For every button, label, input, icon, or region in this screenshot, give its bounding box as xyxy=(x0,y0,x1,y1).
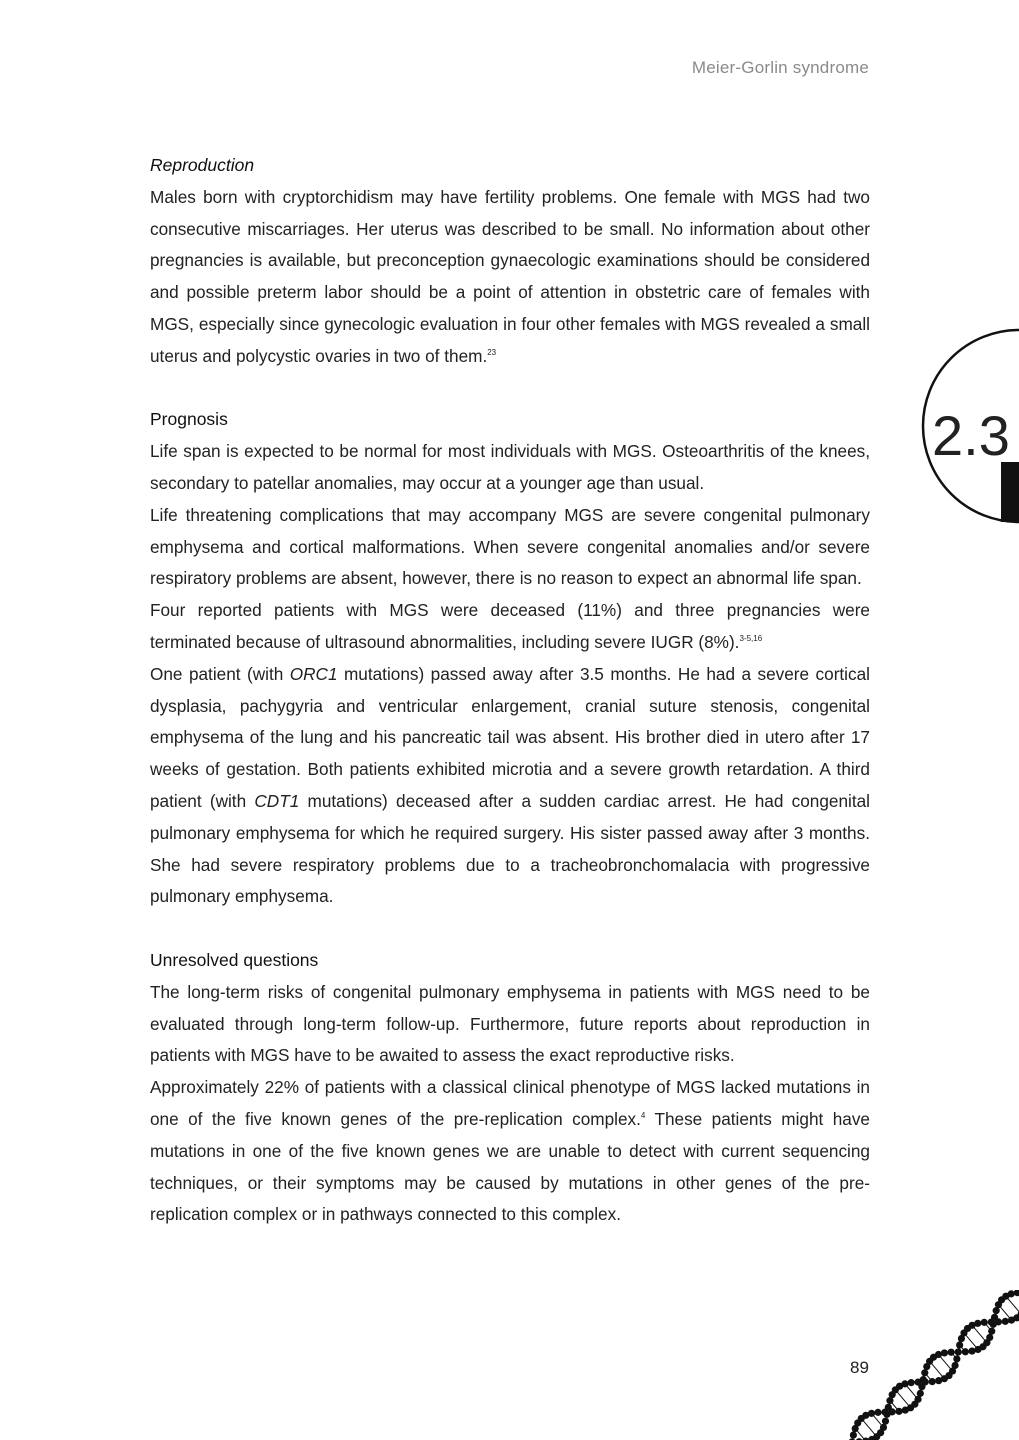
dna-node xyxy=(991,1314,998,1321)
dna-node xyxy=(882,1418,889,1425)
chapter-tab-bar xyxy=(1001,462,1019,522)
dna-node xyxy=(921,1369,928,1376)
paragraph-text: These patients might have mutations in one of the five known genes we are unable to detect with current sequencing techniques, or their symptoms may be caused by mutations in other genes of the pre-replication complex or in pathways connected to this complex. xyxy=(150,1108,870,1225)
main-content xyxy=(150,150,870,1231)
paragraph-prognosis-4 xyxy=(150,659,870,913)
dna-node xyxy=(1002,1318,1009,1325)
paragraph-text: mutations) passed away after 3.5 months. He had a severe cortical dysplasia, pachygyria and ventricular enlargement, cranial suture stenosis, congenital emphysema of the lung and his pancreatic tail was absent. His brother died in utero after 17 weeks of gestation. Both patients exhibited microtia and a severe growth retardation. A third patient (with xyxy=(150,663,870,811)
dna-node xyxy=(1008,1290,1015,1297)
dna-node xyxy=(850,1431,857,1438)
dna-node xyxy=(917,1390,924,1397)
dna-node xyxy=(955,1348,962,1355)
dna-node xyxy=(986,1334,993,1341)
paragraph-text: Approximately 22% of patients with a classical clinical phenotype of MGS lacked mutations in one of the five known genes of the pre-replication complex. xyxy=(150,1077,870,1129)
dna-node xyxy=(920,1376,927,1383)
dna-node xyxy=(895,1408,902,1415)
heading-reproduction: Reproduction xyxy=(150,155,255,175)
paragraph-text: Four reported patients with MGS were deceased (11%) and three pregnancies were terminated because of ultrasound abnormalities, including severe IUGR (8%). xyxy=(150,600,870,652)
dna-node xyxy=(981,1319,988,1326)
dna-node xyxy=(951,1362,958,1369)
dna-node xyxy=(889,1408,896,1415)
dna-node xyxy=(948,1349,955,1356)
paragraph-text: mutations) deceased after a sudden cardiac arrest. He had congenital pulmonary emphysema for which he required surgery. His sister passed away after 3 months. She had severe respiratory problems due to a tracheobronchomalacia with progressive pulmonary emphysema. xyxy=(150,790,870,907)
citation: 23 xyxy=(487,347,497,357)
citation: 3-5,16 xyxy=(739,633,763,643)
dna-node xyxy=(988,1328,995,1335)
gene-name: ORC1 xyxy=(289,663,338,684)
dna-node xyxy=(1014,1290,1019,1296)
paragraph-text: One patient (with xyxy=(150,663,290,684)
dna-node xyxy=(874,1409,881,1416)
running-head: Meier-Gorlin syndrome xyxy=(691,58,869,77)
dna-node xyxy=(941,1349,948,1356)
paragraph-prognosis-3 xyxy=(150,595,870,659)
paragraph-reproduction xyxy=(150,182,870,373)
citation: 4 xyxy=(640,1110,646,1120)
dna-node xyxy=(868,1410,875,1417)
page-number: 89 xyxy=(850,1358,869,1377)
dna-node xyxy=(929,1378,936,1385)
chapter-tab xyxy=(920,328,1019,524)
dna-node xyxy=(953,1355,960,1362)
paragraph-prognosis-1: Life span is expected to be normal for most individuals with MGS. Osteoarthritis of the knees, secondary to patellar anomalies, may occur at a younger age than usual. xyxy=(150,441,870,493)
dna-node xyxy=(974,1320,981,1327)
dna-node xyxy=(962,1348,969,1355)
dna-node xyxy=(880,1424,887,1431)
paragraph-unresolved-1: The long-term risks of congenital pulmonary emphysema in patients with MGS need to be evaluated through long-term follow-up. Furthermore, future reports about reproduction in patients with MGS have to be awaited to assess the exact reproductive risks. xyxy=(150,981,870,1066)
dna-node xyxy=(901,1380,908,1387)
heading-unresolved-questions: Unresolved questions xyxy=(150,949,319,970)
chapter-number: 2.3 xyxy=(932,404,1010,467)
paragraph-unresolved-2 xyxy=(150,1072,870,1231)
paragraph-prognosis-2: Life threatening complications that may accompany MGS are severe congenital pulmonary emphysema and cortical malformations. When severe congenital anomalies and/or severe respiratory problems are absent, however, there is no reason to expect an abnormal life span. xyxy=(150,504,870,589)
heading-prognosis: Prognosis xyxy=(150,409,228,430)
gene-name: CDT1 xyxy=(254,790,300,811)
dna-node xyxy=(908,1379,915,1386)
dna-node xyxy=(956,1341,963,1348)
paragraph-text: Males born with cryptorchidism may have fertility problems. One female with MGS had two consecutive miscarriages. Her uterus was described to be small. No information about other pregnancies is available, but preconception gynaecologic examinations should be considered and possible preterm labor should be a point of attention in obstetric care of females with MGS, especially since gynecologic evaluation in four other females with MGS revealed a small uterus and polycystic ovaries in two of them. xyxy=(150,186,870,366)
dna-helix-icon xyxy=(840,1290,1019,1440)
